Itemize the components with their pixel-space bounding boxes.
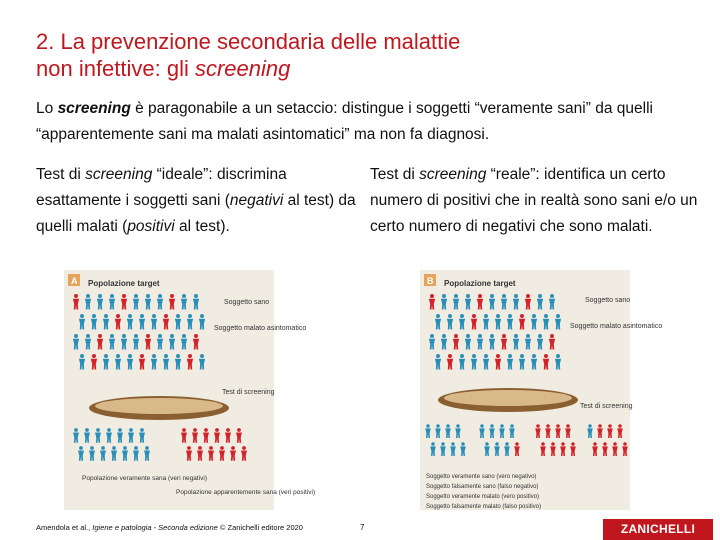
screened-groups [425,424,628,456]
person-figure [525,334,531,349]
person-figure [133,334,139,349]
person-figure [79,354,85,369]
person-figure [181,428,187,443]
title-line-2-prefix: non infettive: gli [36,56,195,81]
person-figure [115,354,121,369]
target-population-crowd [429,294,561,369]
person-figure [103,314,109,329]
person-figure [225,428,231,443]
person-figure [459,314,465,329]
person-figure [537,334,543,349]
person-figure [121,294,127,309]
person-figure [84,428,90,443]
person-figure [560,442,566,456]
footer-suffix: © Zanichelli editore 2020 [217,523,303,532]
label-true-positive: Soggetto veramente malato (vero positivo) [426,494,540,500]
person-figure [602,442,608,456]
person-figure [199,314,205,329]
person-figure [483,314,489,329]
ideal-text-2: “ideale”: discrimina esattamente i soggetti sani ( [36,166,287,209]
healthy-group [73,428,150,461]
person-figure [465,334,471,349]
intro-paragraph [36,96,696,148]
person-figure [203,428,209,443]
person-figure [465,294,471,309]
person-figure [570,442,576,456]
person-figure [163,314,169,329]
person-figure [430,442,436,456]
person-figure [175,354,181,369]
ideal-emph-3: positivi [127,218,175,235]
real-text-1: Test di [370,166,420,183]
title-line-1: 2. La prevenzione secondaria delle malattie [36,29,461,54]
person-figure [230,446,236,461]
person-figure [425,424,431,438]
person-figure [622,442,628,456]
person-figure [103,354,109,369]
person-figure [128,428,134,443]
person-figure [531,354,537,369]
person-figure [97,334,103,349]
person-figure [441,294,447,309]
person-figure [543,354,549,369]
person-figure [100,446,106,461]
ideal-text-1: Test di [36,166,86,183]
person-figure [489,424,495,438]
person-figure [501,334,507,349]
person-figure [186,446,192,461]
person-figure [543,314,549,329]
label-true-positives: Popolazione apparentemente sana (veri positivi) [176,489,316,496]
person-figure [477,334,483,349]
person-figure [440,442,446,456]
person-figure [489,334,495,349]
person-figure [483,354,489,369]
person-figure [111,446,117,461]
person-figure [471,354,477,369]
person-figure [459,354,465,369]
person-figure [519,314,525,329]
person-figure [519,354,525,369]
footer-prefix: Amendola et al., [36,523,93,532]
person-figure [489,294,495,309]
person-figure [79,314,85,329]
person-figure [95,428,101,443]
intro-text-1: Lo [36,100,58,117]
sieve-mesh [95,398,223,414]
person-figure [535,424,541,438]
person-figure [435,314,441,329]
person-figure [612,442,618,456]
label-sick-subject: Soggetto malato asintomatico [214,325,307,332]
person-figure [193,334,199,349]
person-figure [145,334,151,349]
figure-badge: B [427,276,434,286]
person-figure [477,294,483,309]
label-healthy-subject: Soggetto sano [585,297,631,304]
figure-badge: A [71,276,78,286]
intro-text-2: è paragonabile a un setaccio: distingue i soggetti “veramente sani” da quelli “apparentemente sani ma malati asintomatici” ma non fa diagnosi. [36,100,653,143]
person-figure [97,294,103,309]
person-figure [441,334,447,349]
target-population-crowd [73,294,205,369]
figure-real-test [420,270,663,510]
person-figure [514,442,520,456]
person-figure [199,354,205,369]
person-figure [117,428,123,443]
person-figure [471,314,477,329]
label-false-negative: Soggetto falsamente sano (falso negativo) [426,484,539,490]
person-figure [145,294,151,309]
person-figure [236,428,242,443]
person-figure [545,424,551,438]
person-figure [429,294,435,309]
person-figure [133,446,139,461]
ideal-text-3: al test) da quelli malati ( [36,192,356,235]
person-figure [494,442,500,456]
person-figure [565,424,571,438]
person-figure [151,354,157,369]
person-figure [115,314,121,329]
person-figure [531,314,537,329]
person-figure [219,446,225,461]
person-figure [175,314,181,329]
person-figure [507,354,513,369]
page-number: 7 [360,523,365,532]
person-figure [157,294,163,309]
person-figure [499,424,505,438]
person-figure [139,314,145,329]
person-figure [197,446,203,461]
person-figure [435,424,441,438]
figure-ideal-test [64,270,316,510]
slide-title [36,28,686,82]
ideal-test-text [36,162,356,240]
person-figure [122,446,128,461]
person-figure [187,314,193,329]
person-figure [513,294,519,309]
ideal-emph-1: screening [85,166,153,183]
person-figure [169,294,175,309]
person-figure [607,424,613,438]
ideal-emph-2: negativi [229,192,284,209]
person-figure [447,354,453,369]
footer-book-title: Igiene e patologia - Seconda edizione [92,523,218,532]
figure-heading: Popolazione target [88,279,160,288]
person-figure [157,334,163,349]
person-figure [85,334,91,349]
person-figure [73,294,79,309]
person-figure [617,424,623,438]
person-figure [151,314,157,329]
person-figure [455,424,461,438]
label-screening-test: Test di screening [580,403,633,410]
person-figure [435,354,441,369]
figure-heading: Popolazione target [444,279,516,288]
person-figure [89,446,95,461]
person-figure [91,314,97,329]
person-figure [192,428,198,443]
person-figure [447,314,453,329]
person-figure [208,446,214,461]
real-text-2: “reale”: identifica un certo numero di positivi che in realtà sono sani e/o un certo numero di negativi che sono malati. [370,166,698,235]
person-figure [495,354,501,369]
person-figure [91,354,97,369]
label-true-negatives: Popolazione veramente sana (veri negativi) [82,475,208,482]
person-figure [509,424,515,438]
person-figure [525,294,531,309]
person-figure [181,294,187,309]
label-screening-test: Test di screening [222,389,275,396]
person-figure [513,334,519,349]
person-figure [121,334,127,349]
person-figure [501,294,507,309]
person-figure [555,314,561,329]
person-figure [549,334,555,349]
person-figure [78,446,84,461]
person-figure [127,354,133,369]
person-figure [214,428,220,443]
person-figure [181,334,187,349]
label-healthy-subject: Soggetto sano [224,299,270,306]
person-figure [187,354,193,369]
person-figure [139,428,145,443]
ideal-text-4: al test). [174,218,230,235]
person-figure [241,446,247,461]
person-figure [550,442,556,456]
person-figure [537,294,543,309]
person-figure [169,334,175,349]
person-figure [109,334,115,349]
person-figure [592,442,598,456]
person-figure [193,294,199,309]
person-figure [587,424,593,438]
person-figure [85,294,91,309]
zanichelli-logo: ZANICHELLI [603,519,713,540]
person-figure [555,424,561,438]
person-figure [73,428,79,443]
real-test-text [370,162,700,240]
person-figure [450,442,456,456]
person-figure [453,294,459,309]
label-false-positive: Soggetto falsamente malato (falso positivo) [426,504,542,510]
person-figure [445,424,451,438]
person-figure [507,314,513,329]
person-figure [549,294,555,309]
label-true-negative: Soggetto veramente sano (vero negativo) [426,474,537,480]
person-figure [484,442,490,456]
real-emph-1: screening [419,166,487,183]
person-figure [540,442,546,456]
figure-ideal-illustration [64,270,316,510]
sick-group [181,428,247,461]
person-figure [460,442,466,456]
figure-real-illustration [420,270,663,510]
person-figure [127,314,133,329]
person-figure [555,354,561,369]
person-figure [163,354,169,369]
person-figure [495,314,501,329]
person-figure [597,424,603,438]
person-figure [144,446,150,461]
person-figure [133,294,139,309]
person-figure [109,294,115,309]
title-line-2-emphasis: screening [194,56,291,81]
person-figure [139,354,145,369]
intro-emphasis: screening [57,100,131,117]
person-figure [429,334,435,349]
person-figure [504,442,510,456]
person-figure [106,428,112,443]
sieve-mesh [444,390,572,406]
person-figure [73,334,79,349]
person-figure [453,334,459,349]
label-sick-subject: Soggetto malato asintomatico [570,323,663,330]
footer-citation [36,523,303,532]
person-figure [479,424,485,438]
